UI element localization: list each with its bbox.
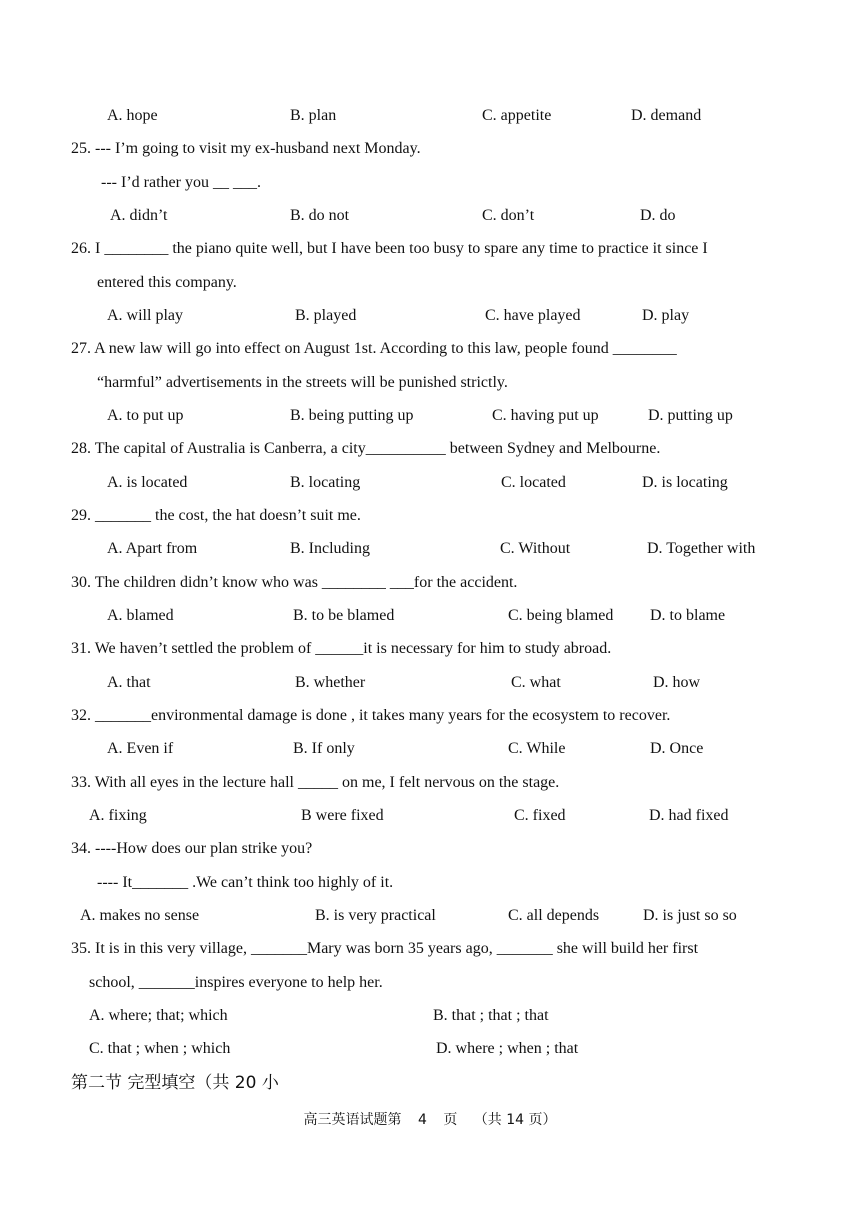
q29-option-a: A. Apart from [107, 540, 198, 557]
q28-option-d: D. is locating [642, 474, 728, 491]
q29-stem: 29. _______ the cost, the hat doesn’t suit me. [71, 507, 361, 524]
q27-stem-cont: “harmful” advertisements in the streets will be punished strictly. [97, 374, 508, 391]
q33-option-b: B were fixed [301, 807, 384, 824]
q34-option-d: D. is just so so [643, 907, 737, 924]
q28-option-c: C. located [501, 474, 566, 491]
q35-option-d: D. where ; when ; that [436, 1040, 579, 1057]
q35-stem-cont: school, _______inspires everyone to help her. [89, 974, 383, 991]
q31-stem: 31. We haven’t settled the problem of ______it is necessary for him to study abroad. [71, 640, 612, 657]
q24-option-d: D. demand [631, 107, 702, 124]
q27-stem: 27. A new law will go into effect on August 1st. According to this law, people found ________ [71, 340, 677, 357]
q32-option-b: B. If only [293, 740, 355, 757]
q35-option-c: C. that ; when ; which [89, 1040, 231, 1057]
q32-option-c: C. While [508, 740, 566, 757]
q25-option-b: B. do not [290, 207, 350, 224]
q32-option-a: A. Even if [107, 740, 174, 757]
footer-label: 高三英语试题第 [303, 1112, 402, 1128]
q28-option-a: A. is located [107, 474, 188, 491]
q26-option-b: B. played [295, 307, 357, 324]
q32-stem: 32. _______environmental damage is done , it takes many years for the ecosystem to recover. [71, 707, 671, 724]
q25-option-c: C. don’t [482, 207, 535, 224]
q33-option-c: C. fixed [514, 807, 566, 824]
q35-option-a: A. where; that; which [89, 1007, 228, 1024]
q26-option-a: A. will play [107, 307, 183, 324]
q34-option-b: B. is very practical [315, 907, 436, 924]
q26-stem: 26. I ________ the piano quite well, but I have been too busy to spare any time to practice it since I [71, 240, 708, 257]
q30-option-a: A. blamed [107, 607, 174, 624]
q33-option-d: D. had fixed [649, 807, 729, 824]
q30-option-c: C. being blamed [508, 607, 614, 624]
q24-option-a: A. hope [107, 107, 158, 124]
q27-option-c: C. having put up [492, 407, 599, 424]
page-footer [0, 1110, 860, 1130]
section-heading: 第二节 完型填空（共 20 小 [71, 1073, 279, 1093]
q31-option-c: C. what [511, 674, 561, 691]
q25-stem: 25. --- I’m going to visit my ex-husband next Monday. [71, 140, 421, 157]
footer-page-number: 4 [417, 1112, 427, 1128]
q27-option-d: D. putting up [648, 407, 733, 424]
q25-stem-reply: --- I’d rather you __ ___. [101, 174, 261, 191]
q31-option-b: B. whether [295, 674, 366, 691]
q25-option-a: A. didn’t [110, 207, 168, 224]
q25-option-d: D. do [640, 207, 676, 224]
q29-option-b: B. Including [290, 540, 370, 557]
q34-stem: 34. ----How does our plan strike you? [71, 840, 313, 857]
q26-option-c: C. have played [485, 307, 581, 324]
q24-option-b: B. plan [290, 107, 337, 124]
q31-option-a: A. that [107, 674, 151, 691]
q33-option-a: A. fixing [89, 807, 147, 824]
q26-stem-cont: entered this company. [97, 274, 237, 291]
q33-stem: 33. With all eyes in the lecture hall _____ on me, I felt nervous on the stage. [71, 774, 560, 791]
q35-option-b: B. that ; that ; that [433, 1007, 549, 1024]
q28-stem: 28. The capital of Australia is Canberra, a city__________ between Sydney and Melbourne. [71, 440, 661, 457]
q34-stem-reply: ---- It_______ .We can’t think too highly of it. [97, 874, 394, 891]
q34-option-c: C. all depends [508, 907, 600, 924]
q30-option-d: D. to blame [650, 607, 726, 624]
q32-option-d: D. Once [650, 740, 704, 757]
q35-stem: 35. It is in this very village, _______Mary was born 35 years ago, _______ she will build her first [71, 940, 699, 957]
q34-option-a: A. makes no sense [80, 907, 200, 924]
footer-page-unit: 页 [443, 1112, 458, 1128]
q26-option-d: D. play [642, 307, 690, 324]
q28-option-b: B. locating [290, 474, 361, 491]
q27-option-a: A. to put up [107, 407, 184, 424]
q24-option-c: C. appetite [482, 107, 552, 124]
q30-option-b: B. to be blamed [293, 607, 395, 624]
q30-stem: 30. The children didn’t know who was ________ ___for the accident. [71, 574, 518, 591]
q27-option-b: B. being putting up [290, 407, 414, 424]
q29-option-d: D. Together with [647, 540, 756, 557]
q31-option-d: D. how [653, 674, 701, 691]
footer-total-pages: （共 14 页） [473, 1112, 557, 1128]
q29-option-c: C. Without [500, 540, 571, 557]
